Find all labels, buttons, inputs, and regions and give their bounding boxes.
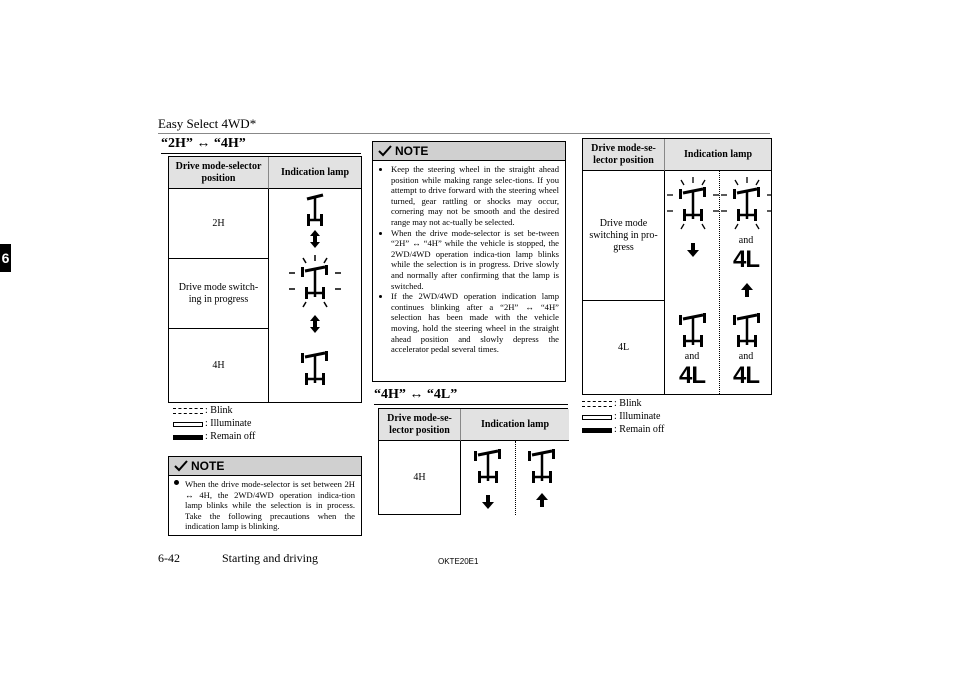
table1-row-switching: Drive mode switch-ing in progress (169, 259, 269, 329)
table3-row-switching: Drive mode switching in pro-gress (583, 171, 665, 301)
drivetrain-2wd-icon (307, 195, 323, 226)
note2-item: • When the drive mode-selector is set be-tween “2H” ↔ “4H” while the vehicle is stopped, the 2WD/4WD operation indica-tion lamp blinks while the selection is in progress. Drive slowly and normally after confirming that the lamp is switched. (391, 228, 559, 292)
legend-illuminate: : Illuminate (173, 418, 251, 430)
note2-item: • If the 2WD/4WD operation indication lamp continues blinking after a “2H” ↔ “4H” selection has been made with the vehicle moving, hold the steering wheel in the straight ahead position and slowly depress the accelerator pedal several times. (391, 291, 559, 355)
note2-item: • Keep the steering wheel in the straight ahead position while making range selec-tions. If you attempt to drive forward with the steering wheel turned, gear rattling or shocks may occur, cornering may not be smooth and the desired range may not ac-tually be selected. (391, 164, 559, 228)
bullet-icon (174, 480, 179, 485)
lamp-4l-label: 4L (732, 246, 759, 273)
legend-illuminate: : Illuminate (582, 411, 660, 423)
note2-body (373, 161, 565, 358)
note-header: NOTE (169, 457, 361, 476)
note-header: NOTE (373, 142, 565, 161)
drivetrain-4wd-blinking-icon (289, 255, 341, 307)
remain-off-swatch (173, 435, 203, 440)
table1-lamp-sequence (269, 189, 361, 402)
table1-col1-header: Drive mode-selector position (169, 157, 269, 189)
legend-remain-off: : Remain off (582, 424, 664, 436)
lamp-4l-label: 4L (732, 362, 759, 389)
chapter-tab: 6 (0, 244, 11, 272)
remain-off-swatch (582, 428, 612, 433)
drivetrain-4wd-icon (474, 449, 501, 483)
section2-heading-rule (374, 404, 568, 405)
table1-col2-header: Indication lamp (269, 157, 361, 189)
section1-heading-rule (161, 153, 361, 154)
illuminate-swatch (582, 415, 612, 420)
double-arrow-icon (310, 315, 320, 333)
table1-row-4h: 4H (169, 329, 269, 402)
table3-row-4l: 4L (583, 301, 665, 394)
table3-col1-header: Drive mode-se-lector position (583, 139, 665, 171)
note1-body: When the drive mode-selector is set between 2H ↔ 4H, the 2WD/4WD operation indica-tion lamp blinks while the selection is in process. Take the following precautions when the indication lamp is blinking. (169, 476, 361, 535)
header-rule (158, 133, 770, 134)
legend-remain-off: : Remain off (173, 431, 255, 443)
section2-heading: “4H” ↔ “4L” (374, 387, 458, 402)
table2-col2-header: Indication lamp (461, 409, 569, 441)
arrow-up-icon (741, 283, 753, 297)
table1-row-2h: 2H (169, 189, 269, 259)
drivetrain-4wd-icon (301, 351, 328, 385)
section-title: Easy Select 4WD* (158, 116, 257, 131)
table2-row-4h: 4H (379, 441, 461, 515)
table3-col2-header: Indication lamp (665, 139, 771, 171)
table-2h-4h (168, 156, 362, 403)
pencil-check-icon (173, 459, 189, 473)
page-number: 6-42 (158, 551, 180, 565)
and-label: and (738, 351, 754, 362)
table2-col1-header: Drive mode-se-lector position (379, 409, 461, 441)
drivetrain-4wd-icon (679, 313, 706, 347)
arrow-up-icon (536, 493, 548, 507)
drivetrain-4wd-blinking-icon (667, 177, 719, 229)
legend-blink: : Blink (582, 398, 642, 410)
section1-heading: “2H” ↔ “4H” (161, 136, 246, 151)
blink-swatch (173, 408, 203, 414)
note-box-2 (372, 141, 566, 382)
drivetrain-4wd-icon (733, 313, 760, 347)
document-code: OKTE20E1 (438, 557, 479, 566)
pencil-check-icon (377, 144, 393, 158)
and-label: and (684, 351, 700, 362)
drivetrain-4wd-icon (528, 449, 555, 483)
illuminate-swatch (173, 422, 203, 427)
and-label: and (738, 235, 754, 246)
chapter-name: Starting and driving (222, 551, 318, 565)
arrow-down-icon (687, 243, 699, 257)
double-arrow-icon (310, 230, 320, 248)
table2-lamps (461, 441, 569, 515)
table-4l (582, 138, 772, 395)
legend-blink: : Blink (173, 405, 233, 417)
blink-swatch (582, 401, 612, 407)
note-box-1 (168, 456, 362, 536)
lamp-4l-label: 4L (678, 362, 705, 389)
drivetrain-4wd-blinking-icon (721, 177, 771, 229)
arrow-down-icon (482, 495, 494, 509)
table-4h-4l (378, 408, 568, 515)
